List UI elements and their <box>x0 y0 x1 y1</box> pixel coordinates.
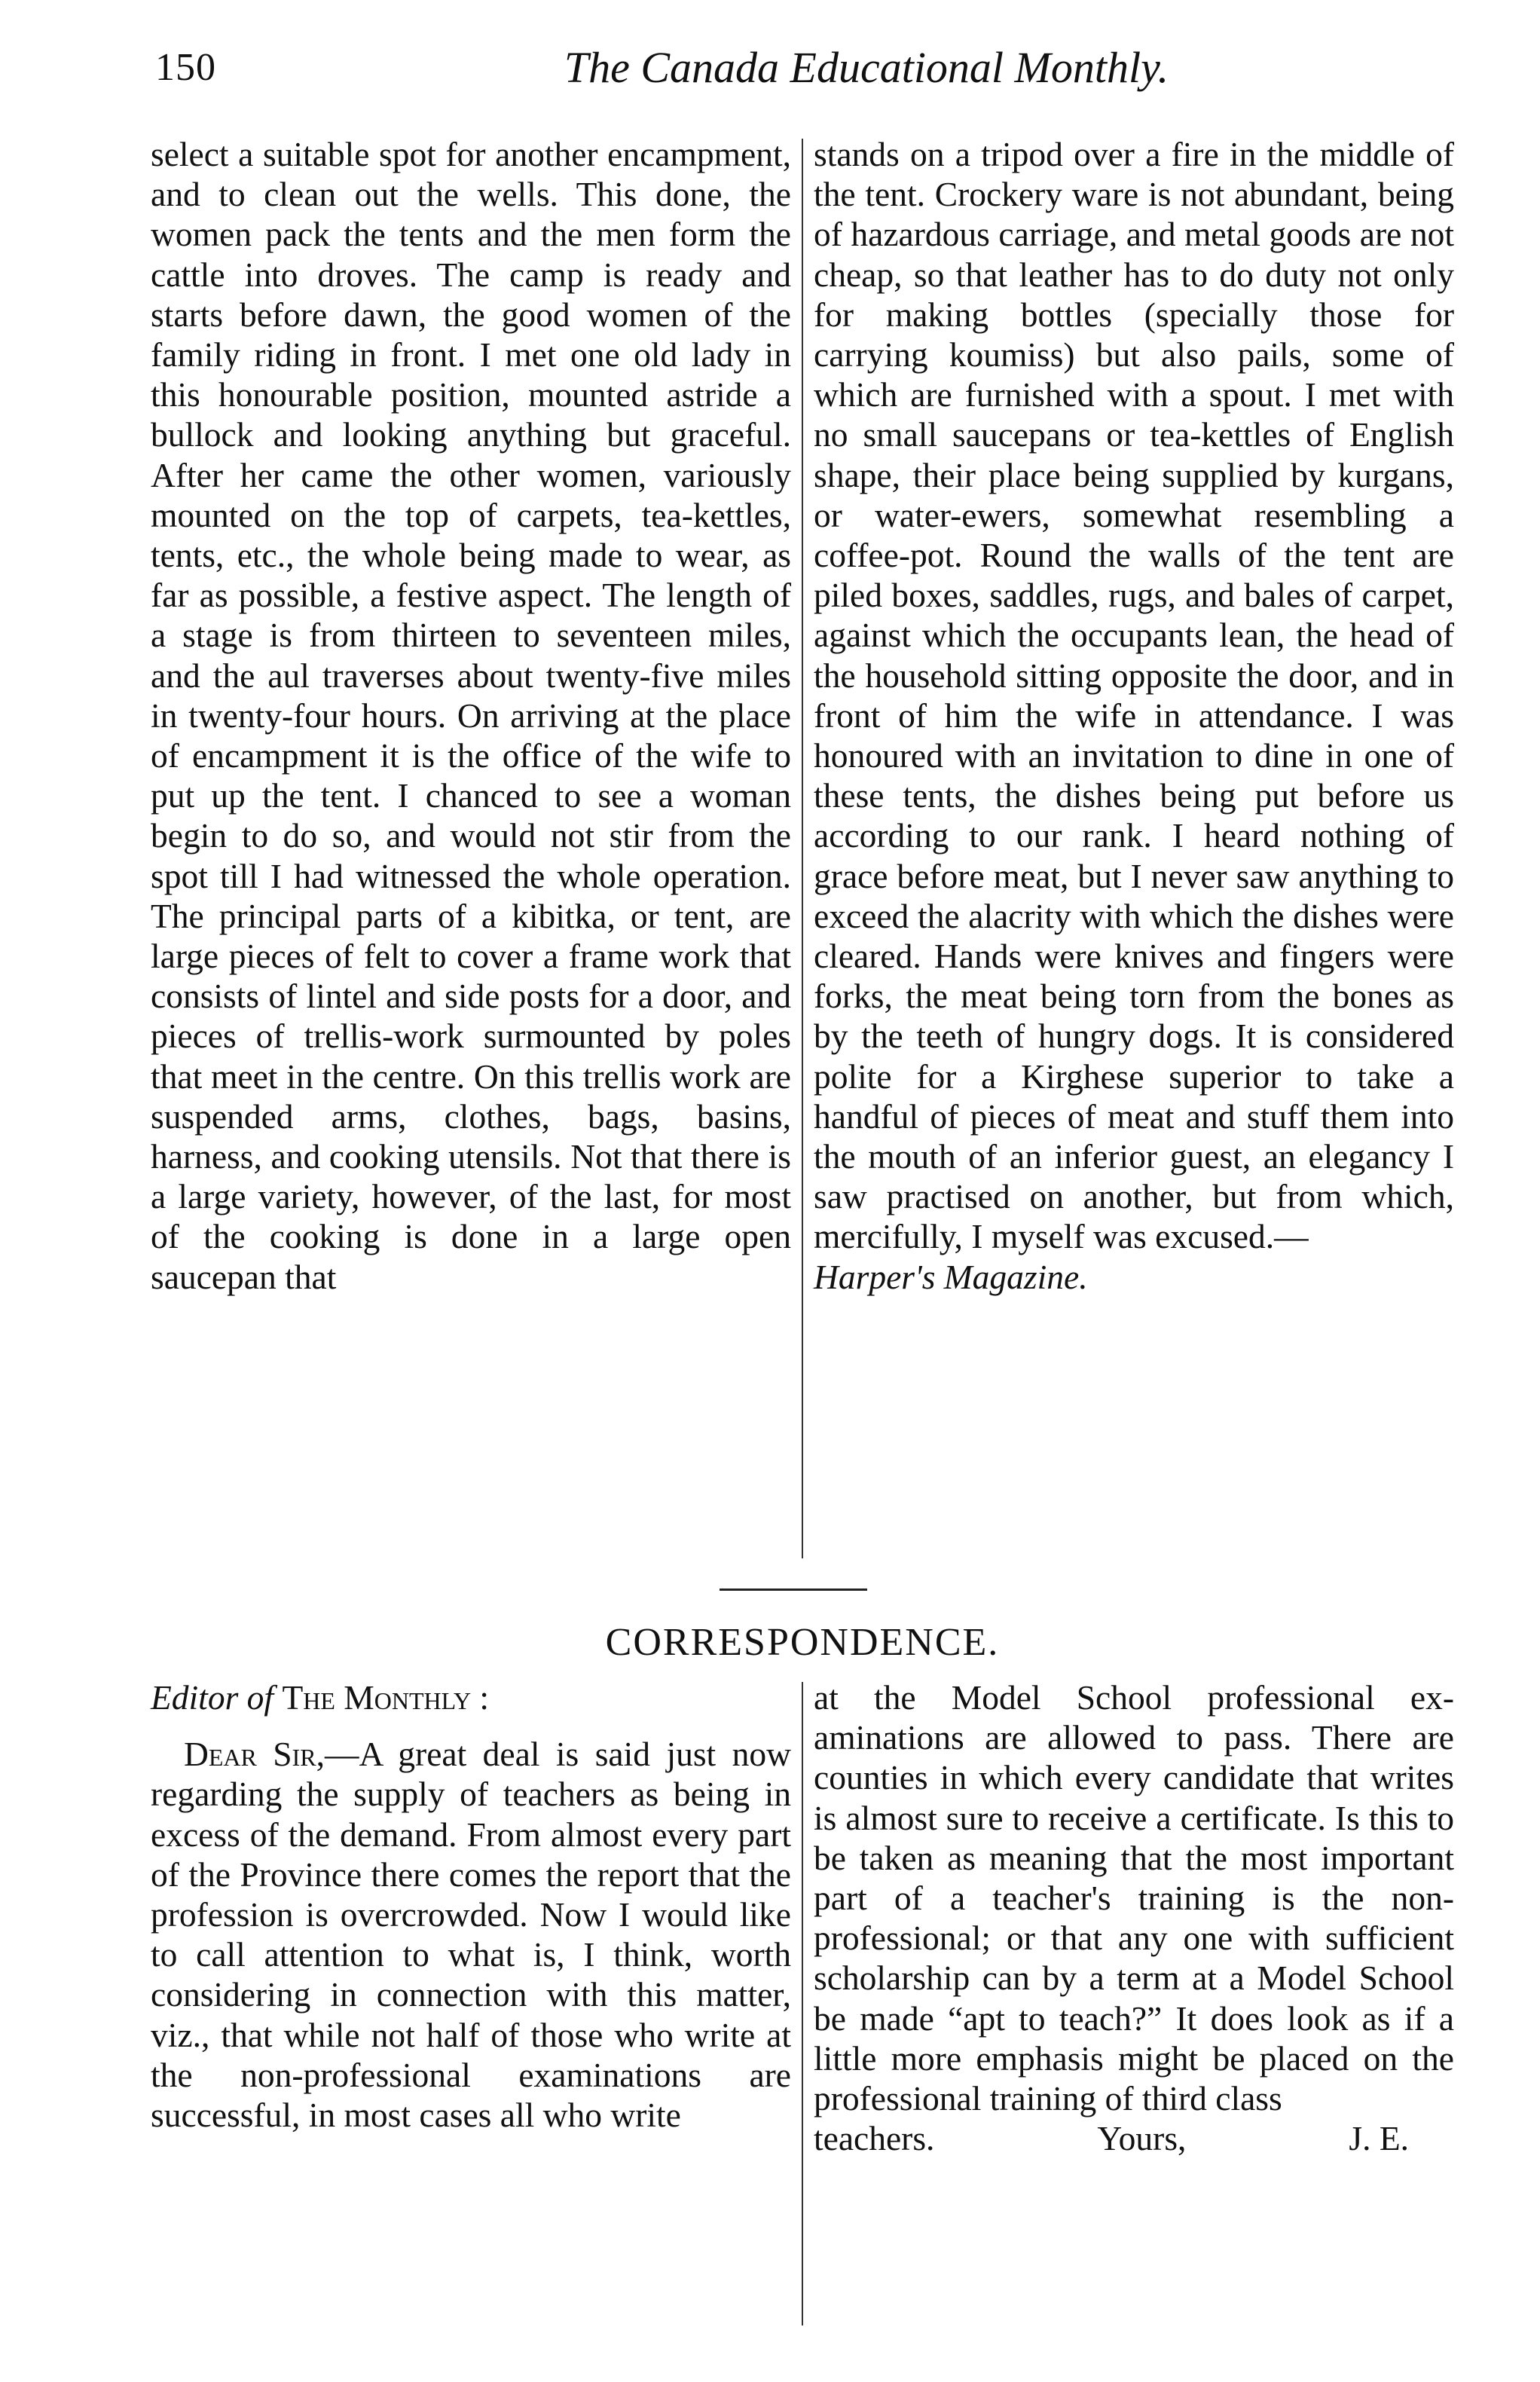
letter-left-column <box>151 1677 791 2325</box>
column-divider <box>791 134 814 1573</box>
running-title: The Canada Educational Monthly. <box>564 43 1169 92</box>
salutation-name: The Monthly <box>282 1678 472 1717</box>
letter-left-body: —A great deal is said just now regarding the supply of teachers as being in excess of the demand. From almost every part of the Province there comes the report that the profession is overcrowded. Now I would like to call attention to what is, I think, worth considering in connection with this matter, viz., that while not half of those who write at the non-professional examinations are successful, in most cases all who write <box>151 1735 791 2135</box>
salutation-suffix: : <box>471 1678 490 1717</box>
salutation-prefix: Editor of <box>151 1678 274 1717</box>
correspondence-columns <box>151 1677 1454 2325</box>
article-columns <box>151 134 1454 1573</box>
closing: Yours, <box>1097 2119 1187 2158</box>
letter-right-column <box>814 1677 1454 2325</box>
greeting: Dear Sir, <box>184 1735 325 1774</box>
article-right-column <box>814 134 1454 1573</box>
page-header <box>151 38 1447 105</box>
article-right-text: stands on a tripod over a fire in the middle of the tent. Crockery ware is not abundant, being of hazardous carriage, and metal goods are not cheap, so that leather has to do duty not only for making bottles (specially those for carrying koumiss) but also pails, some of which are furnished with a spout. I met with no small saucepans or tea-kettles of English shape, their place being supplied by kurgans, or water-ewers, somewhat resembling a coffee-pot. Round the walls of the tent are piled boxes, saddles, rugs, and bales of carpet, against which the occupants lean, the head of the household sitting opposite the door, and in front of him the wife in attendance. I was honoured with an invitation to dine in one of these tents, the dishes being put before us according to our rank. I heard nothing of grace before meat, but I never saw anything to exceed the alacrity with which the dishes were cleared. Hands were knives and fingers were forks, the meat being torn from the bones as by the teeth of hungry dogs. It is considered polite for a Kirghese superior to take a handful of pieces of meat and stuff them into the mouth of an inferior guest, an elegancy I saw practised on another, but from which, mercifully, I myself was excused.— Harper's Magazine. <box>814 135 1454 1296</box>
article-source: Harper's Magazine. <box>814 1257 1088 1296</box>
section-separator <box>720 1589 867 1591</box>
salutation <box>151 1677 791 1717</box>
letter-right-text: at the Model School professional examinations are allowed to pass. There are counties in which every candidate that writes is almost sure to receive a certificate. Is this to be taken as meaning that the most important part of a teacher's training is the non-professional; or that any one with sufficient scholarship can by a term at a Model School be made “apt to teach?” It does look as if a little more emphasis might be placed on the professional training of third class <box>814 1678 1454 2118</box>
signoff <box>814 2118 1454 2158</box>
section-title: CORRESPONDENCE. <box>605 1621 1000 1664</box>
closing-word: teachers. <box>814 2119 935 2158</box>
page-number: 150 <box>155 46 216 89</box>
article-left-text: select a suitable spot for another encampment, and to clean out the wells. This done, the women pack the tents and the men form the cattle into droves. The camp is ready and starts before dawn, the good women of the family riding in front. I met one old lady in this honourable position, mounted astride a bullock and looking anything but graceful. After her came the other women, variously mounted on the top of carpets, tea-kettles, tents, etc., the whole being made to wear, as far as possible, a festive aspect. The length of a stage is from thirteen to seventeen miles, and the aul traverses about twenty-five miles in twenty-four hours. On arriving at the place of encampment it is the office of the wife to put up the tent. I chanced to see a woman begin to do so, and would not stir from the spot till I had witnessed the whole operation. The principal parts of a kibitka, or tent, are large pieces of felt to cover a frame work that consists of lintel and side posts for a door, and pieces of trellis-work surmounted by poles that meet in the centre. On this trellis work are suspended arms, clothes, bags, basins, harness, and cooking utensils. Not that there is a large variety, however, of the last, for most of the cooking is done in a large open saucepan that <box>151 135 791 1296</box>
column-divider <box>791 1677 814 2325</box>
letter-left-text <box>151 1734 791 2135</box>
signature: J. E. <box>1349 2119 1409 2158</box>
article-left-column <box>151 134 791 1573</box>
